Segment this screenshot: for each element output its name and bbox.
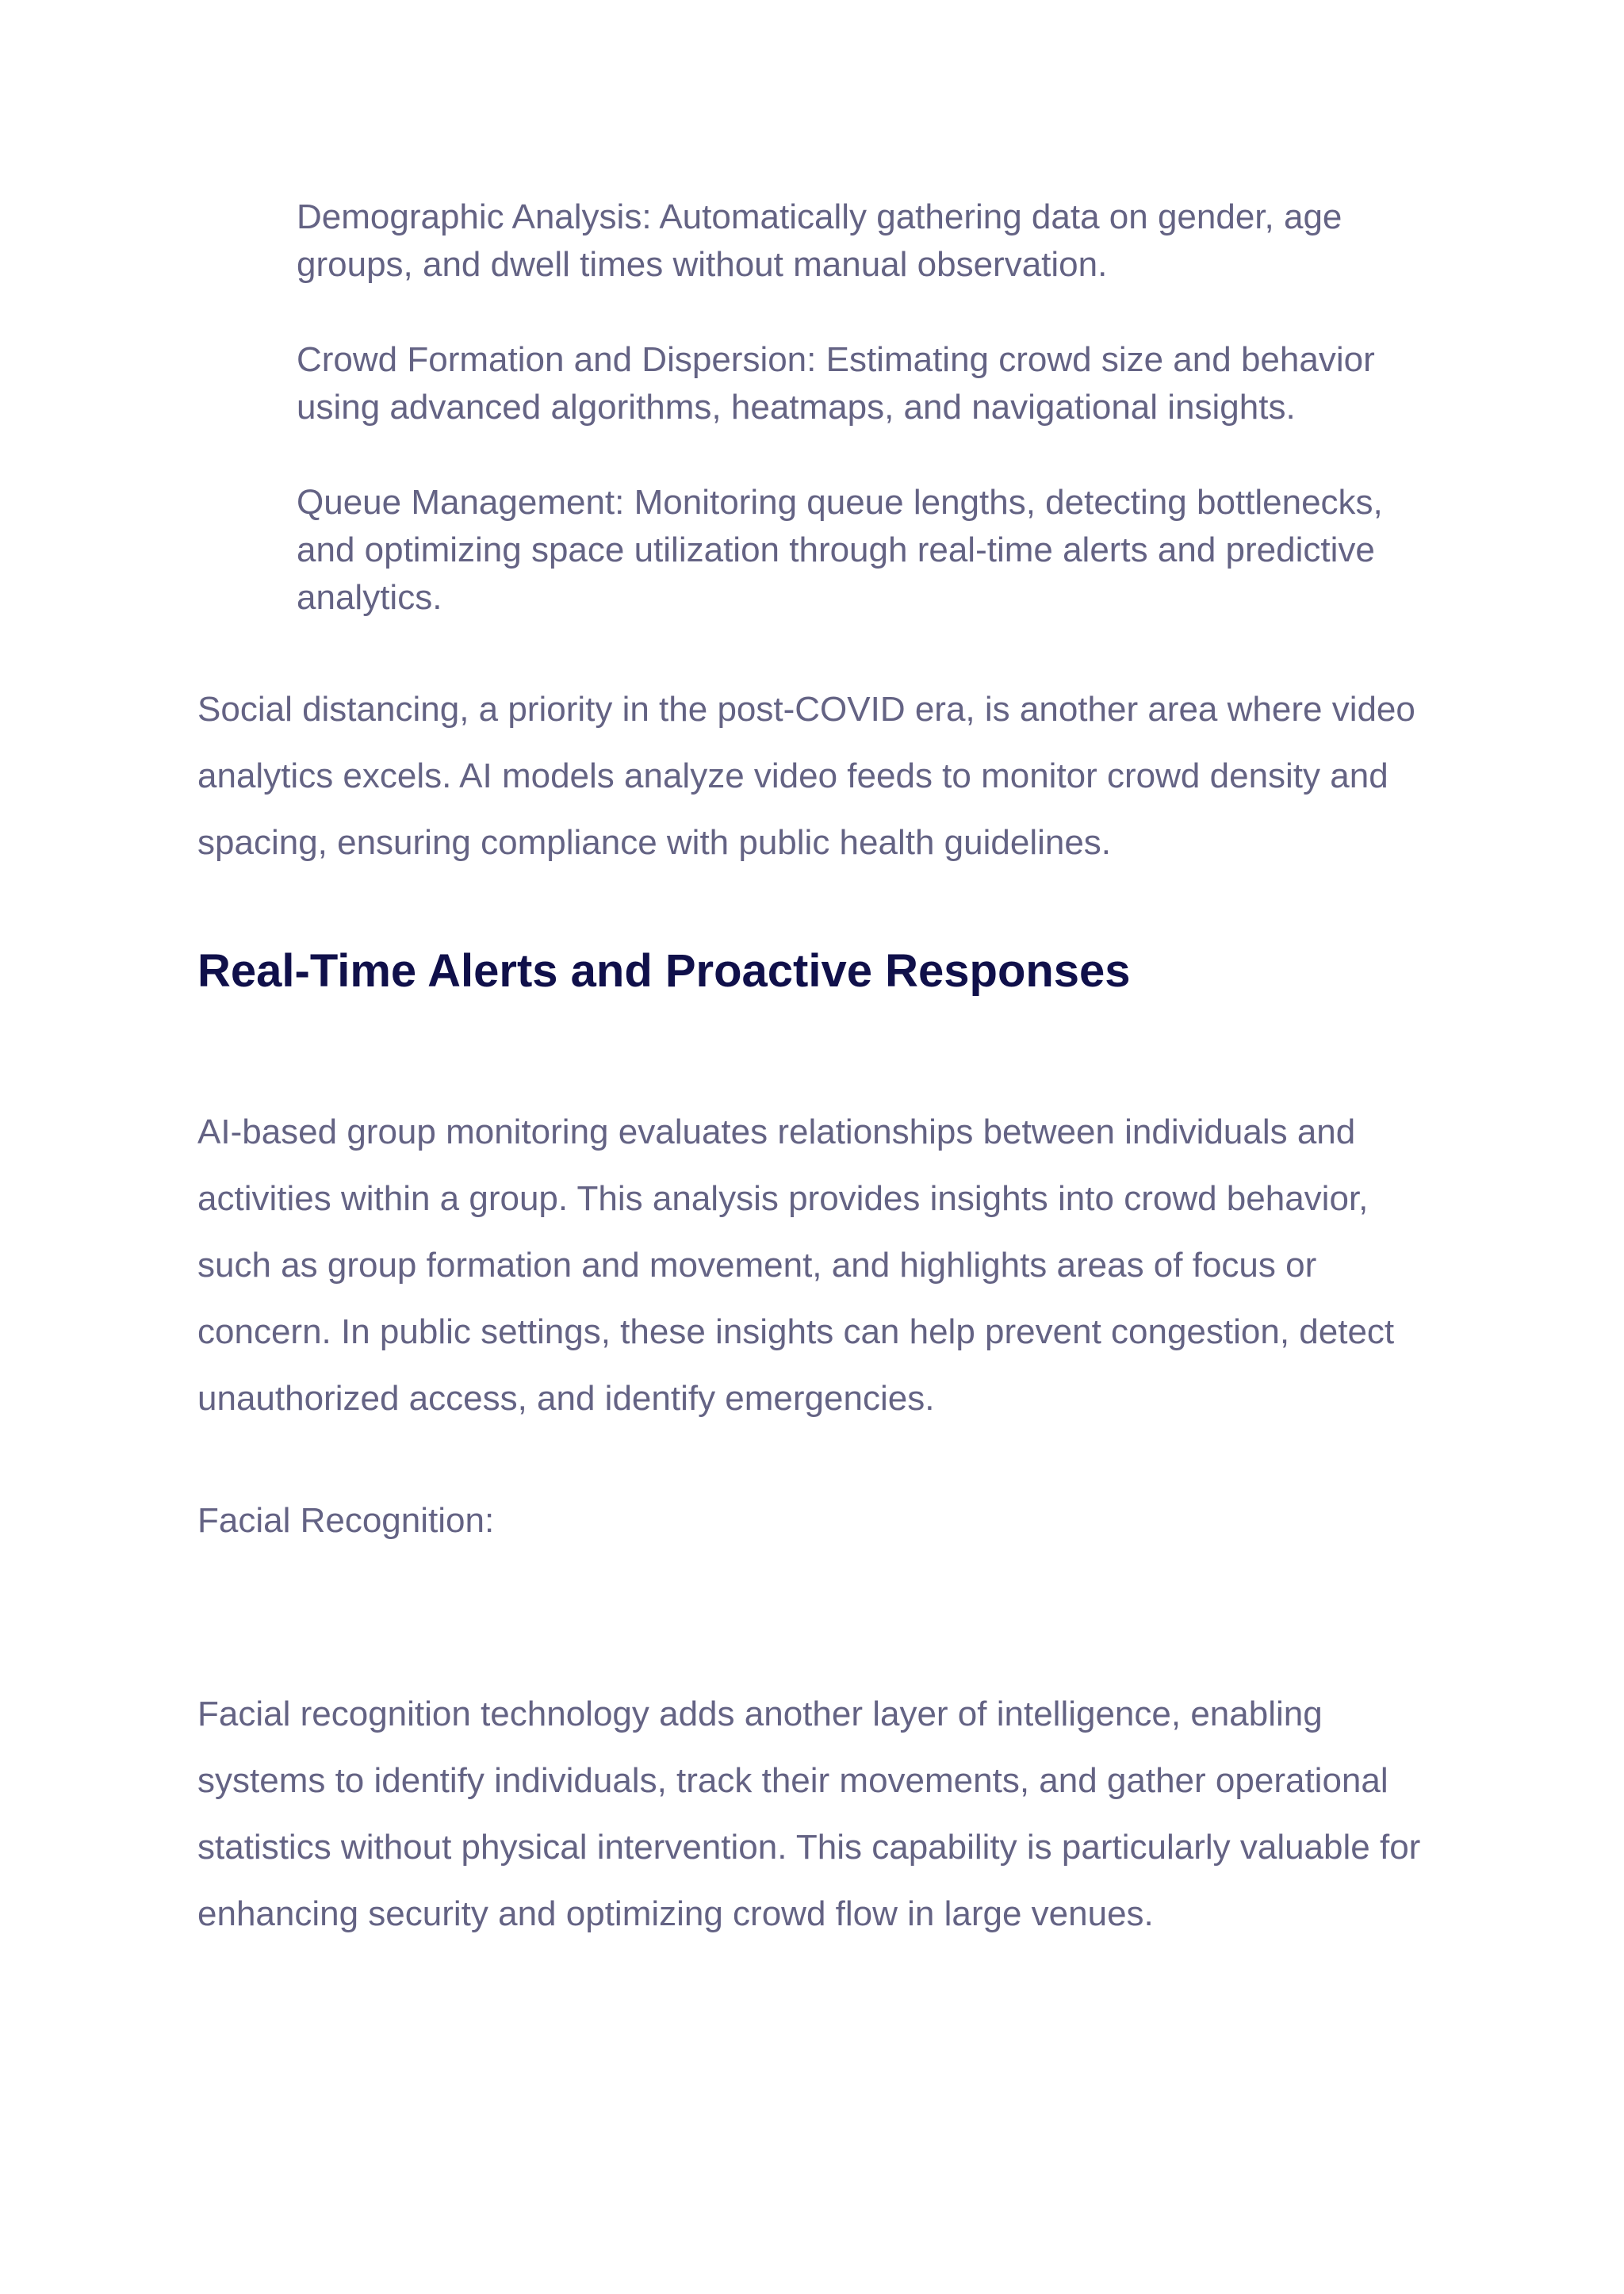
group-monitoring-paragraph: AI-based group monitoring evaluates relationships between individuals and activities within a group. This analysis provides insights into crowd behavior, such as group formation and movement, and highlights areas of focus or concern. In public settings, these insights can help prevent congestion, detect unauthorized access, and identify emergencies. — [197, 1113, 1395, 1418]
bullet-queue-management: Queue Management: Monitoring queue lengths, detecting bottlenecks, and optimizing space utilization through real-time alerts and predictive analytics. — [297, 483, 1383, 617]
facial-recognition-paragraph: Facial recognition technology adds another layer of intelligence, enabling systems to identify individuals, track their movements, and gather operational statistics without physical intervention. This capability is particularly valuable for enhancing security and optimizing crowd flow in large venues. — [197, 1695, 1421, 1933]
social-distancing-paragraph: Social distancing, a priority in the post-COVID era, is another area where video analytics excels. AI models analyze video feeds to monitor crowd density and spacing, ensuring compliance with public health guidelines. — [197, 690, 1415, 862]
section-heading: Real-Time Alerts and Proactive Responses — [197, 945, 1131, 997]
bullet-demographic-analysis: Demographic Analysis: Automatically gathering data on gender, age groups, and dwell times without manual observation. — [297, 197, 1342, 284]
bullet-list — [297, 193, 1423, 669]
facial-recognition-label: Facial Recognition: — [197, 1501, 495, 1540]
bullet-crowd-formation: Crowd Formation and Dispersion: Estimating crowd size and behavior using advanced algorithms, heatmaps, and navigational insights. — [297, 340, 1375, 427]
